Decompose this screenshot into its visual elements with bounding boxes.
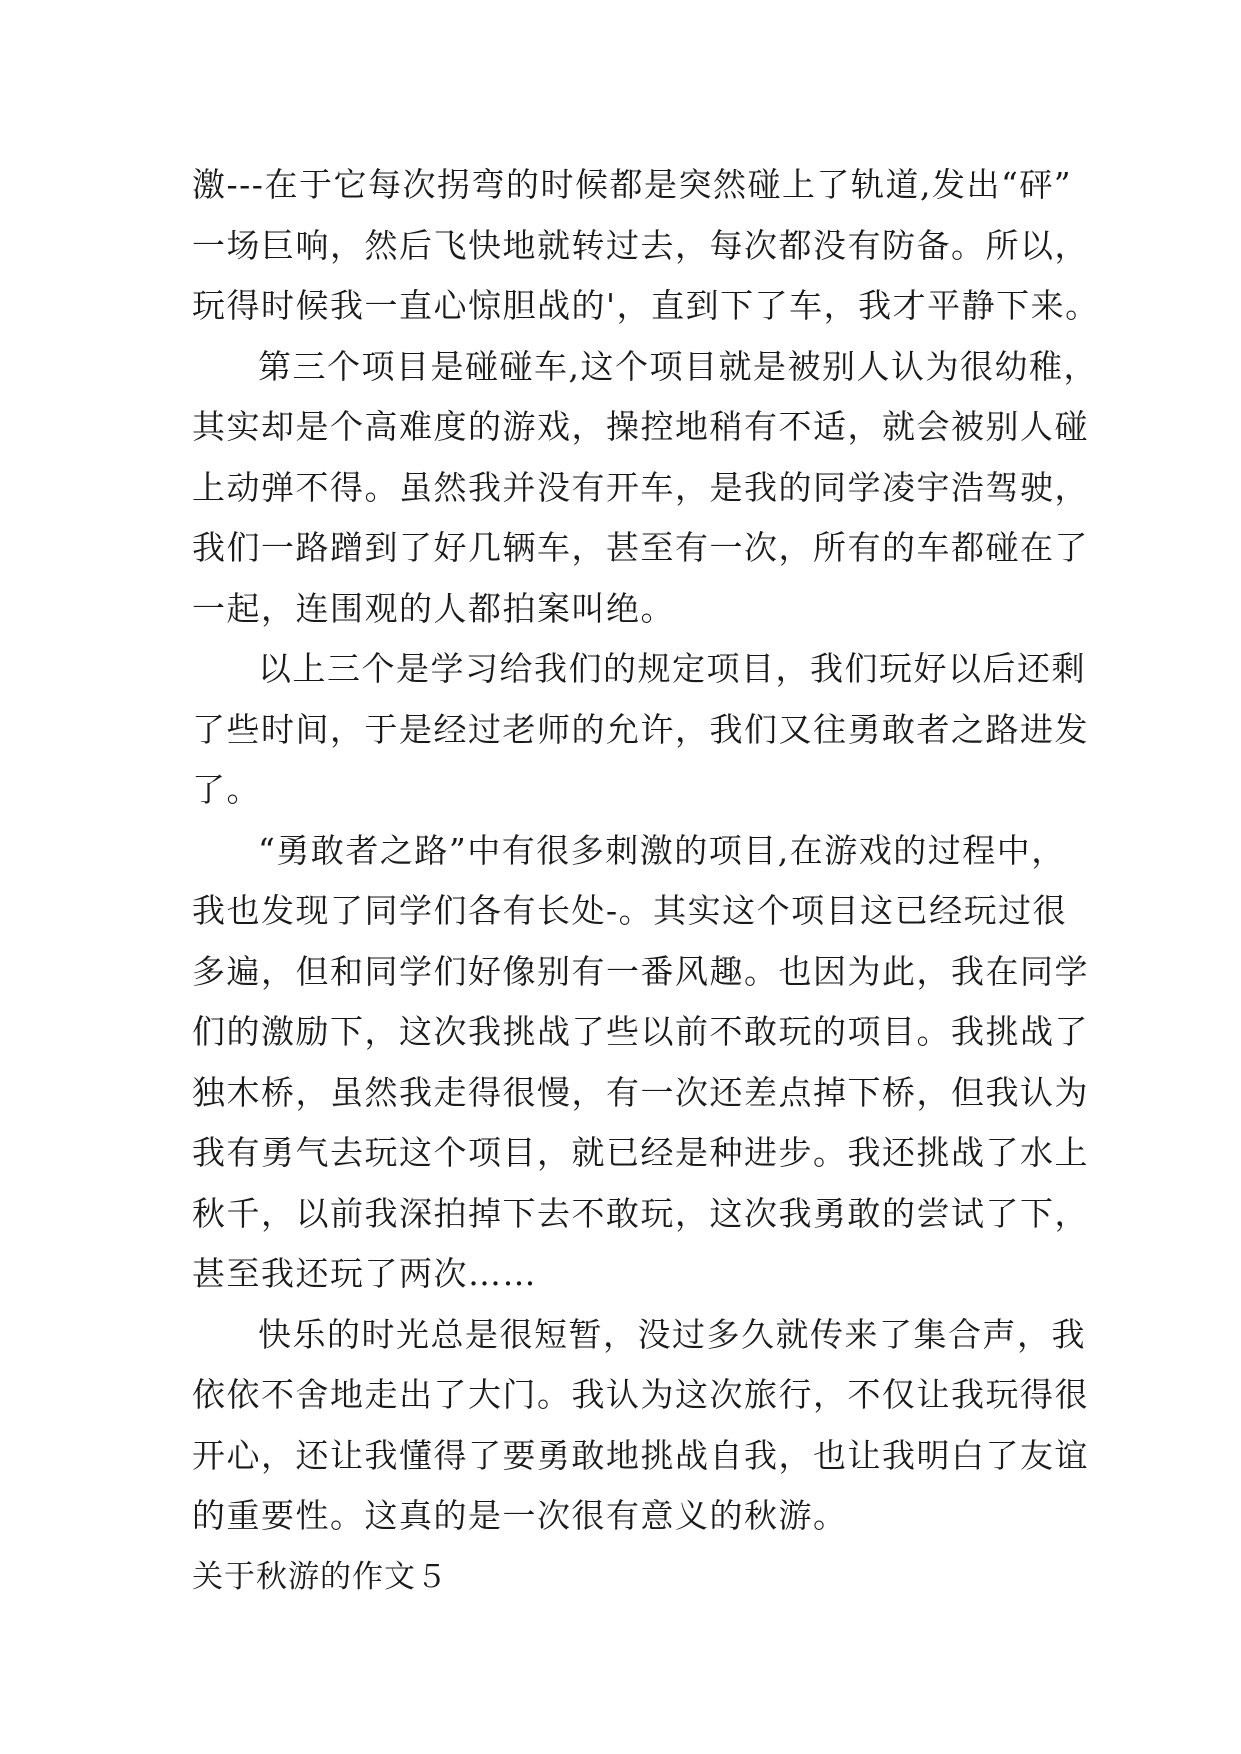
paragraph-4-line-8: 甚至我还玩了两次……: [192, 1254, 537, 1293]
paragraph-4-line-5: 独木桥，虽然我走得很慢，有一次还差点掉下桥，但我认为: [192, 1072, 1089, 1112]
paragraph-5-line-1: 快乐的时光总是很短暂，没过多久就传来了集合声，我: [258, 1314, 1086, 1354]
paragraph-2-line-2: 其实却是个高难度的游戏，操控地稍有不适，就会被别人碰: [192, 407, 1089, 446]
paragraph-4-line-6: 我有勇气去玩这个项目，就已经是种进步。我还挑战了水上: [192, 1133, 1089, 1172]
paragraph-1-line-1: 激---在于它每次拐弯的时候都是突然碰上了轨道,发出“砰”: [192, 165, 1073, 204]
paragraph-4-line-4: 们的激励下，这次我挑战了些以前不敢玩的项目。我挑战了: [192, 1012, 1089, 1051]
paragraph-2-line-1: 第三个项目是碰碰车,这个项目就是被别人认为很幼稚，: [258, 346, 1098, 386]
paragraph-3-line-3: 了。: [192, 770, 261, 809]
paragraph-1-line-3: 玩得时候我一直心惊胆战的'，直到下了车，我才平静下来。: [192, 286, 1100, 325]
paragraph-2-line-4: 我们一路蹭到了好几辆车，甚至有一次，所有的车都碰在了: [192, 528, 1089, 567]
paragraph-1-line-2: 一场巨响，然后飞快地就转过去，每次都没有防备。所以，: [192, 225, 1089, 265]
paragraph-4-line-7: 秋千，以前我深拍掉下去不敢玩，这次我勇敢的尝试了下，: [192, 1193, 1089, 1233]
paragraph-2-line-5: 一起，连围观的人都拍案叫绝。: [192, 588, 675, 628]
section-heading: 关于秋游的作文５: [192, 1558, 448, 1595]
paragraph-4-line-1: “勇敢者之路”中有很多刺激的项目,在游戏的过程中，: [258, 830, 1066, 870]
paragraph-3-line-2: 了些时间，于是经过老师的允许，我们又往勇敢者之路进发: [192, 709, 1089, 749]
document-body: [192, 155, 1100, 1607]
paragraph-5-line-3: 开心，还让我懂得了要勇敢地挑战自我，也让我明白了友谊: [192, 1435, 1089, 1475]
paragraph-4-line-2: 我也发现了同学们各有长处-。其实这个项目这已经玩过很: [192, 891, 1068, 930]
paragraph-2-line-3: 上动弹不得。虽然我并没有开车，是我的同学凌宇浩驾驶，: [192, 467, 1089, 507]
paragraph-4-line-3: 多遍，但和同学们好像别有一番风趣。也因为此，我在同学: [192, 951, 1089, 991]
paragraph-3-line-1: 以上三个是学习给我们的规定项目，我们玩好以后还剩: [258, 649, 1086, 688]
paragraph-5-line-4: 的重要性。这真的是一次很有意义的秋游。: [192, 1496, 848, 1535]
paragraph-5-line-2: 依依不舍地走出了大门。我认为这次旅行，不仅让我玩得很: [192, 1375, 1089, 1414]
